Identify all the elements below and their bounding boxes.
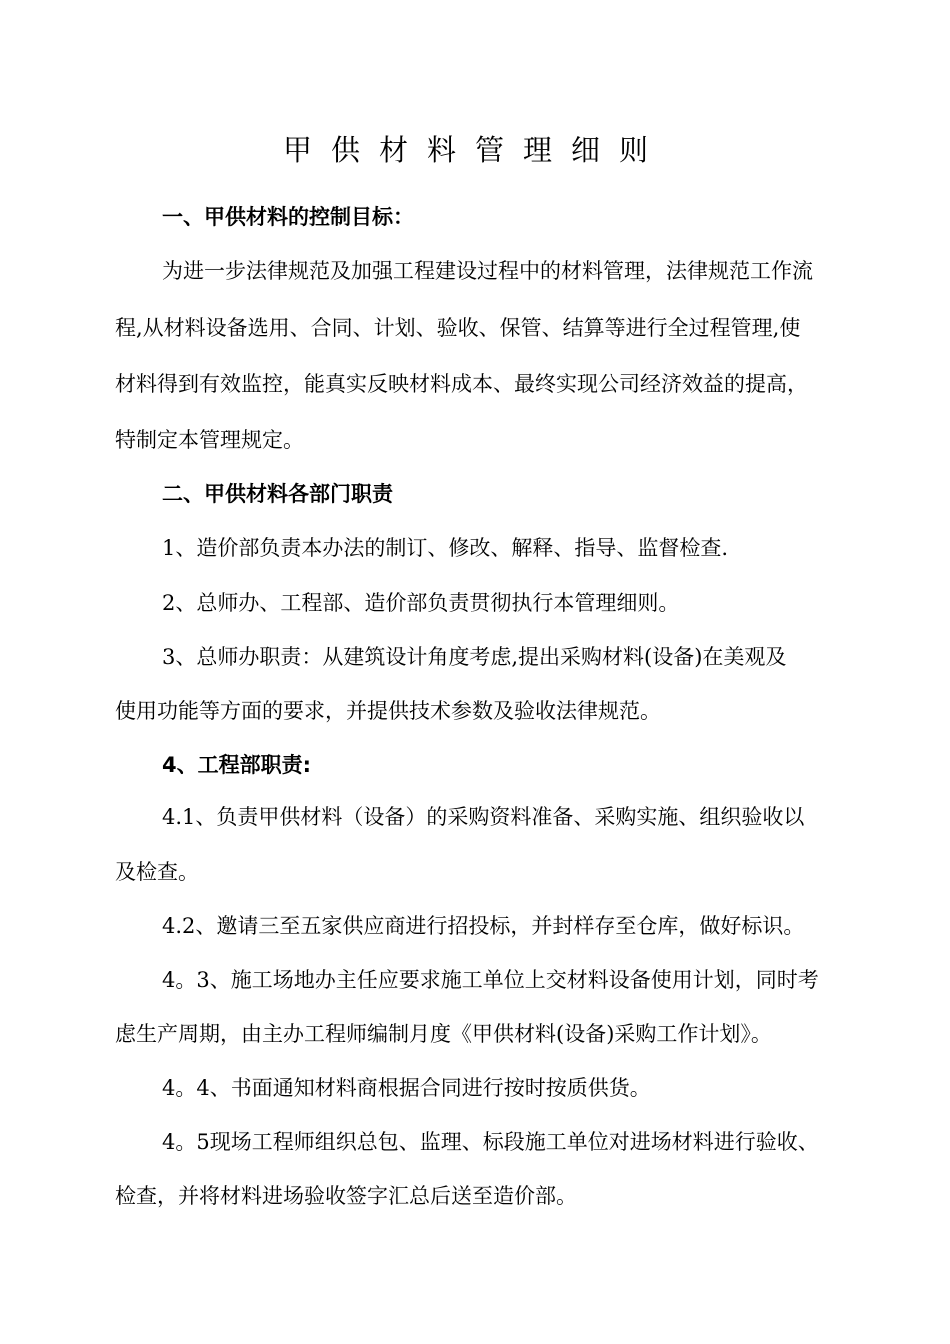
paragraph-line: 检查，并将材料进场验收签字汇总后送至造价部。 — [115, 1184, 577, 1208]
section-heading-3: 4、工程部职责: — [162, 753, 312, 777]
paragraph-line: 虑生产周期，由主办工程师编制月度《甲供材料(设备)采购工作计划》。 — [115, 1022, 772, 1046]
paragraph-line: 及检查。 — [115, 860, 199, 884]
paragraph-line: 4。4、书面通知材料商根据合同进行按时按质供货。 — [162, 1076, 651, 1100]
section-heading-1: 一、甲供材料的控制目标： — [162, 205, 414, 229]
paragraph-line: 材料得到有效监控，能真实反映材料成本、最终实现公司经济效益的提高， — [115, 372, 808, 396]
document-title: 甲供材料管理细则 — [282, 133, 667, 167]
paragraph-line: 特制定本管理规定。 — [115, 428, 304, 452]
paragraph-line: 3、总师办职责：从建筑设计角度考虑,提出采购材料(设备)在美观及 — [162, 645, 787, 669]
section-heading-2: 二、甲供材料各部门职责 — [162, 482, 393, 506]
paragraph-line: 使用功能等方面的要求，并提供技术参数及验收法律规范。 — [115, 699, 661, 723]
paragraph-line: 2、总师办、工程部、造价部负责贯彻执行本管理细则。 — [162, 591, 680, 615]
paragraph-line: 程,从材料设备选用、合同、计划、验收、保管、结算等进行全过程管理,使 — [115, 316, 801, 340]
paragraph-line: 为进一步法律规范及加强工程建设过程中的材料管理，法律规范工作流 — [162, 259, 813, 283]
paragraph-line: 1、造价部负责本办法的制订、修改、解释、指导、监督检查. — [162, 536, 729, 560]
paragraph-line: 4.1、负责甲供材料（设备）的采购资料准备、采购实施、组织验收以 — [162, 805, 805, 829]
paragraph-line: 4。3、施工场地办主任应要求施工单位上交材料设备使用计划，同时考 — [162, 968, 819, 992]
paragraph-line: 4。5现场工程师组织总包、监理、标段施工单位对进场材料进行验收、 — [162, 1130, 819, 1154]
paragraph-line: 4.2、邀请三至五家供应商进行招投标，并封样存至仓库，做好标识。 — [162, 914, 805, 938]
